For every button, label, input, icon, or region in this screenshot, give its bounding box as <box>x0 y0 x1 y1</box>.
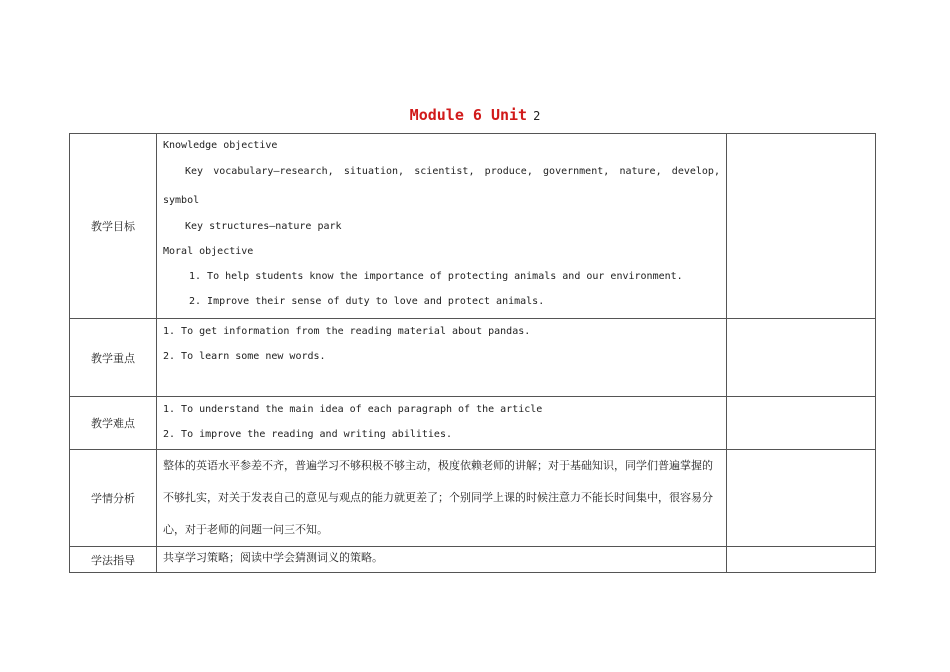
table-row-study-guide <box>70 547 876 573</box>
vocab-word: vocabulary—research, <box>213 166 334 177</box>
title-page-number: 2 <box>533 109 541 123</box>
vocabulary-continuation: symbol <box>163 195 200 206</box>
document-title <box>0 106 950 124</box>
vocab-word: produce, <box>484 166 533 177</box>
vocab-word: scientist, <box>414 166 475 177</box>
learner-analysis-content <box>157 450 727 547</box>
list-item: 1. To understand the main idea of each paragraph of the article <box>163 404 543 415</box>
vocab-word: government, <box>543 166 610 177</box>
vocabulary-line <box>163 156 720 187</box>
vocab-word: situation, <box>343 166 405 177</box>
vocab-word: nature, <box>619 166 662 177</box>
study-guide-content <box>157 547 727 573</box>
notes-cell <box>727 547 876 573</box>
list-item: 2. To learn some new words. <box>163 351 326 362</box>
moral-item-2: 2. Improve their sense of duty to love and protect animals. <box>189 296 545 307</box>
objectives-content <box>157 134 727 319</box>
table-row-key-points <box>70 319 876 397</box>
moral-item-1: 1. To help students know the importance of protecting animals and our environment. <box>189 271 683 282</box>
table-row-difficulties <box>70 397 876 450</box>
moral-heading: Moral objective <box>163 246 254 257</box>
list-item: 1. To get information from the reading material about pandas. <box>163 326 531 337</box>
notes-cell <box>727 134 876 319</box>
table-row-objectives <box>70 134 876 319</box>
lesson-plan-table <box>69 133 876 573</box>
row-label-key-points: 教学重点 <box>70 319 157 397</box>
notes-cell <box>727 450 876 547</box>
notes-cell <box>727 397 876 450</box>
key-structures: Key structures—nature park <box>185 221 342 232</box>
study-guide-text: 共享学习策略；阅读中学会猜测词义的策略。 <box>163 551 383 564</box>
knowledge-heading: Knowledge objective <box>163 140 278 151</box>
row-label-difficulties: 教学难点 <box>70 397 157 450</box>
vocab-word: develop, <box>671 166 720 177</box>
row-label-objectives: 教学目标 <box>70 134 157 319</box>
row-label-learner-analysis: 学情分析 <box>70 450 157 547</box>
difficulties-content <box>157 397 727 450</box>
list-item: 2. To improve the reading and writing abilities. <box>163 429 452 440</box>
vocab-word: Key <box>185 166 204 177</box>
row-label-study-guide: 学法指导 <box>70 547 157 573</box>
key-points-content <box>157 319 727 397</box>
title-text: Module 6 Unit <box>409 106 528 124</box>
notes-cell <box>727 319 876 397</box>
table-row-learner-analysis <box>70 450 876 547</box>
learner-analysis-text: 整体的英语水平参差不齐，普遍学习不够积极不够主动，极度依赖老师的讲解；对于基础知识，同学们普遍掌握的不够扎实，对关于发表自己的意见与观点的能力就更差了；个别同学上课的时候注意力不能长时间集中，很容易分心，对于老师的问题一问三不知。 <box>163 459 713 536</box>
